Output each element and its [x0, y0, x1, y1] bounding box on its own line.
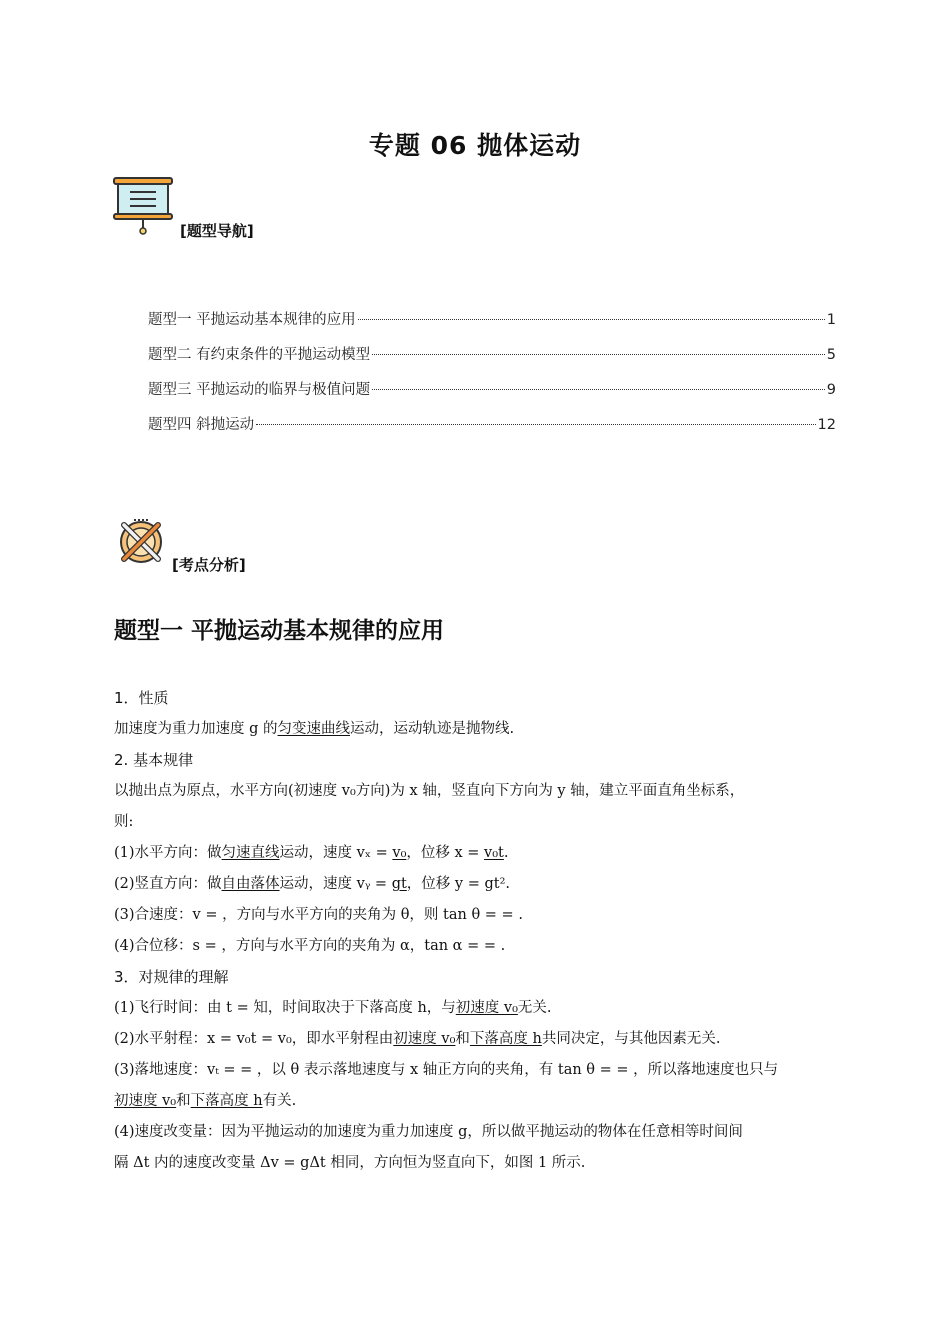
text-run: . — [503, 845, 509, 861]
underlined-term: 初速度 v₀ — [114, 1093, 177, 1109]
text-run: 加速度为重力加速度 g 的 — [114, 721, 278, 737]
text-run: (1)水平方向：做 — [114, 845, 222, 861]
text-run: 运动，速度 vᵧ = — [279, 876, 392, 892]
paragraph — [114, 714, 838, 745]
paragraph: 隔 Δt 内的速度改变量 Δv = gΔt 相同，方向恒为竖直向下，如图 1 所示. — [114, 1155, 586, 1171]
paragraph: 以抛出点为原点，水平方向(初速度 v₀方向)为 x 轴，竖直向下方向为 y 轴，建立平面直角坐标系， — [114, 783, 745, 799]
paragraph — [114, 993, 838, 1024]
toc-item[interactable] — [148, 413, 836, 448]
paragraph: 则: — [114, 814, 134, 830]
text-run: 和 — [455, 1031, 470, 1047]
section-heading: 题型一 平抛运动基本规律的应用 — [114, 618, 445, 644]
toc-item-label: 题型三 平抛运动的临界与极值问题 — [148, 382, 371, 398]
paragraph: (3)落地速度：vₜ = = ，以 θ 表示落地速度与 x 轴正方向的夹角，有 tan θ = = ，所以落地速度也只与 — [114, 1062, 779, 1078]
toc-leader — [256, 424, 815, 425]
underlined-term: 下落高度 h — [469, 1031, 542, 1047]
underlined-term: v₀ — [392, 845, 407, 861]
text-run: (2)竖直方向：做 — [114, 876, 222, 892]
text-run: 有关. — [262, 1093, 297, 1109]
underlined-term: 下落高度 h — [190, 1093, 263, 1109]
nav-label: [题型导航] — [180, 222, 254, 240]
toc-item[interactable] — [148, 343, 836, 378]
toc-item-label: 题型二 有约束条件的平抛运动模型 — [148, 347, 371, 363]
toc-leader — [372, 389, 825, 390]
text-run: ，位移 x = — [406, 845, 485, 861]
table-of-contents — [148, 308, 836, 448]
text-run: ，位移 y = gt². — [406, 876, 510, 892]
section-body — [114, 683, 838, 1179]
underlined-term: v₀t — [484, 845, 504, 861]
underlined-term: 自由落体 — [221, 876, 280, 892]
toc-item-label: 题型四 斜抛运动 — [148, 417, 255, 433]
toc-item-page: 1 — [826, 312, 836, 328]
subheading: 1．性质 — [114, 689, 169, 707]
underlined-term: 初速度 v₀ — [393, 1031, 456, 1047]
underlined-term: 匀变速曲线 — [277, 721, 350, 737]
toc-leader — [358, 319, 825, 320]
underlined-term: gt — [391, 876, 407, 892]
text-run: (2)水平射程：x = v₀t = v₀，即水平射程由 — [114, 1031, 394, 1047]
crossed-pencils-icon — [116, 516, 166, 566]
text-run: (1)飞行时间：由 t = 知，时间取决于下落高度 h，与 — [114, 1000, 456, 1016]
subheading: 3．对规律的理解 — [114, 968, 229, 986]
toc-item-page: 5 — [826, 347, 836, 363]
text-run: 运动，速度 vₓ = — [279, 845, 393, 861]
presentation-board-icon — [112, 176, 174, 236]
toc-item[interactable] — [148, 378, 836, 413]
paragraph — [114, 1024, 838, 1055]
subheading: 2. 基本规律 — [114, 751, 194, 769]
text-run: 无关. — [517, 1000, 552, 1016]
toc-item-page: 12 — [817, 417, 836, 433]
underlined-term: 匀速直线 — [221, 845, 280, 861]
paragraph — [114, 1086, 838, 1117]
paragraph: (4)合位移：s = ，方向与水平方向的夹角为 α，tan α = = . — [114, 938, 506, 954]
paragraph — [114, 869, 838, 900]
toc-leader — [372, 354, 825, 355]
toc-item[interactable] — [148, 308, 836, 343]
paragraph — [114, 838, 838, 869]
paragraph: (3)合速度：v = ，方向与水平方向的夹角为 θ，则 tan θ = = . — [114, 907, 523, 923]
analysis-label: [考点分析] — [172, 556, 246, 574]
paragraph: (4)速度改变量：因为平抛运动的加速度为重力加速度 g，所以做平抛运动的物体在任意相等时间间 — [114, 1124, 743, 1140]
text-run: 和 — [176, 1093, 191, 1109]
text-run: 共同决定，与其他因素无关. — [541, 1031, 721, 1047]
page-title: 专题 06 抛体运动 — [368, 131, 582, 160]
toc-item-page: 9 — [826, 382, 836, 398]
toc-item-label: 题型一 平抛运动基本规律的应用 — [148, 312, 356, 328]
underlined-term: 初速度 v₀ — [455, 1000, 518, 1016]
text-run: 运动，运动轨迹是抛物线. — [350, 721, 515, 737]
